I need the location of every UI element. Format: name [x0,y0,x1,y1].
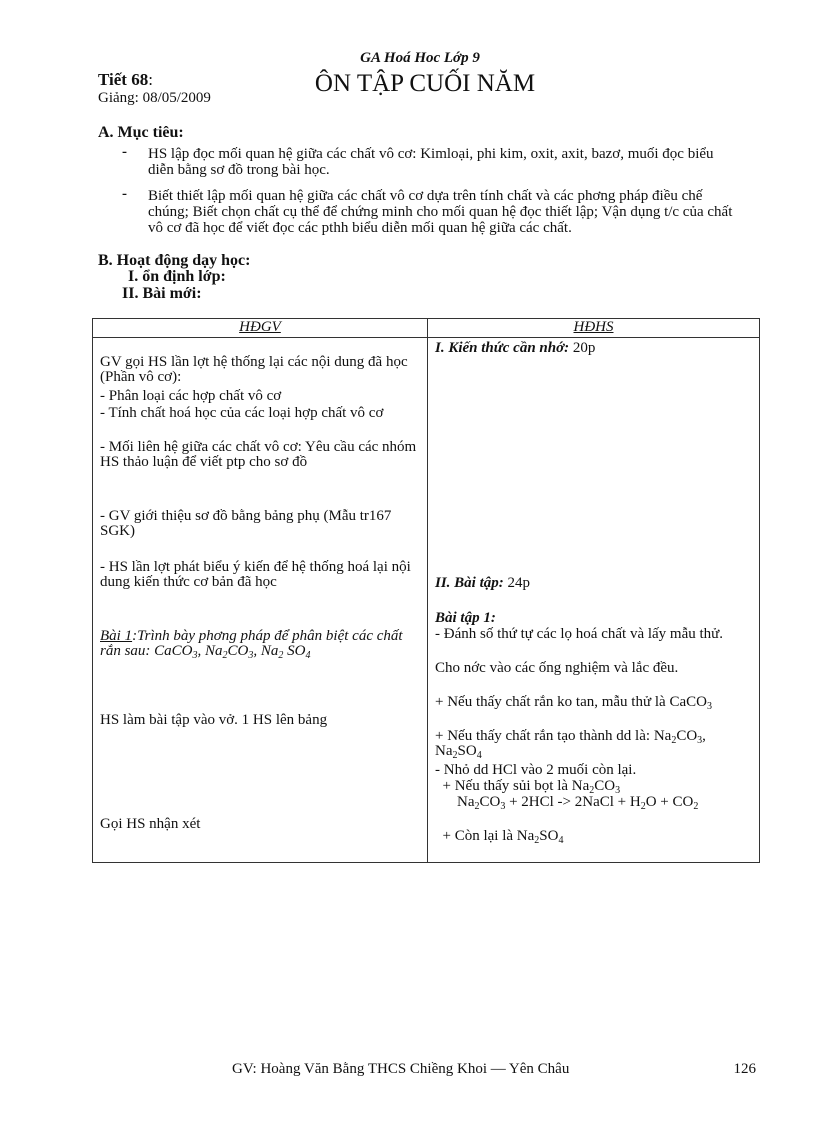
exercise-1-prompt: Bài 1:Trình bày phơng pháp để phân biệt các chất rắn sau: CaCO$_3$, $Na_2CO_3$, $Na_2$ $SO_4$ [100,628,403,661]
student-text: - Đánh số thứ tự các lọ hoá chất và lấy mẫu thử. [435,626,724,642]
student-text: + Còn lại là $Na_2SO_4$ [435,828,564,846]
teacher-text: - Tính chất hoá học của các loại hợp chất vô cơ [100,405,384,421]
teacher-text: Gọi HS nhận xét [100,816,201,832]
goal-text: Biết thiết lập mối quan hệ giữa các chất vô cơ dựa trên tính chất và các phơng pháp điều chế chúng; Biết chọn chất cụ thể để chứng minh cho mối quan hệ đọc thiết lập; Vận dụng t/c của chất vô cơ đã học để viết đọc các pthh biểu diễn mối quan hệ giữa các chất. [148,188,733,236]
reaction-equation: $Na_2CO_3 + 2HCl$ -> 2NaCl + $H_2O + CO_2$ [457,794,699,812]
student-activity-cell [428,338,760,863]
goal-item [122,146,742,178]
section-a-heading: A. Mục tiêu: [98,124,184,141]
teacher-text: - Mối liên hệ giữa các chất vô cơ: Yêu cầu các nhóm HS thảo luận để viết ptp cho sơ đồ [100,439,417,470]
bullet-dash: - [122,144,127,160]
teach-date: Giảng: 08/05/2009 [98,90,211,106]
formula: $Na_2CO_3$ [205,643,254,661]
goal-text: HS lập đọc mối quan hệ giữa các chất vô cơ: Kimloại, phi kim, oxit, axit, bazơ, muối đọc biểu diễn bằng sơ đồ trong bài học. [148,146,714,178]
knowledge-heading: I. Kiến thức cần nhớ: 20p [435,340,596,356]
lesson-table [92,318,760,863]
student-column-header: HĐHS [428,319,760,338]
subject-header: GA Hoá Hoc Lớp 9 [360,50,480,66]
goal-item [122,188,742,236]
lesson-label: Tiết 68 [98,70,149,89]
page-title: ÔN TẬP CUỐI NĂM [314,70,536,97]
teacher-text: - GV giới thiệu sơ đồ bằng bảng phụ (Mẫu tr167 SGK) [100,508,392,539]
goal-list [122,146,742,246]
section-b-sub1: I. ổn định lớp: [128,268,226,285]
formula: $Na_2$ $SO_4$ [260,643,311,661]
teacher-activity-cell [93,338,428,863]
page-footer [232,1061,762,1078]
exercise-1-title: Bài tập 1: [435,610,496,626]
student-text: + Nếu thấy chất rắn ko tan, mẫu thử là CaCO$_3$ [435,694,712,712]
student-text: - Nhỏ dd HCl vào 2 muối còn lại. [435,762,637,778]
section-b-heading: B. Hoạt động dạy học: [98,252,251,269]
formula: CaCO$_3$ [154,643,198,661]
student-text: + Nếu thấy sủi bọt là $Na_2CO_3$ [435,778,621,796]
student-text: Cho nớc vào các ống nghiệm và lắc đều. [435,660,679,676]
teacher-column-header: HĐGV [93,319,428,338]
lesson-number [98,70,153,90]
page-number: 126 [733,1061,756,1077]
exercise-heading: II. Bài tập: 24p [435,575,531,591]
bullet-dash: - [122,186,127,202]
lesson-colon: : [148,70,153,89]
teacher-text: GV gọi HS lần lợt hệ thống lại các nội dung đã học (Phần vô cơ): [100,354,408,385]
section-b-sub2: II. Bài mới: [122,285,202,302]
student-text: + Nếu thấy chất rắn tạo thành dd là: $Na_2CO_3$, $Na_2SO_4$ [435,728,706,761]
footer-author: GV: Hoàng Văn Bằng THCS Chiềng Khoi — Yên Châu [232,1061,570,1077]
exercise-1-label: Bài 1 [100,628,133,644]
exercise-1-text: :Trình bày phơng pháp để phân biệt các chất rắn sau: [100,628,403,659]
teacher-text: HS làm bài tập vào vở. 1 HS lên bảng [100,712,328,728]
teacher-text: - Phân loại các hợp chất vô cơ [100,388,282,404]
teacher-text: - HS lần lợt phát biểu ý kiến để hệ thống hoá lại nội dung kiến thức cơ bản đã học [100,559,411,590]
